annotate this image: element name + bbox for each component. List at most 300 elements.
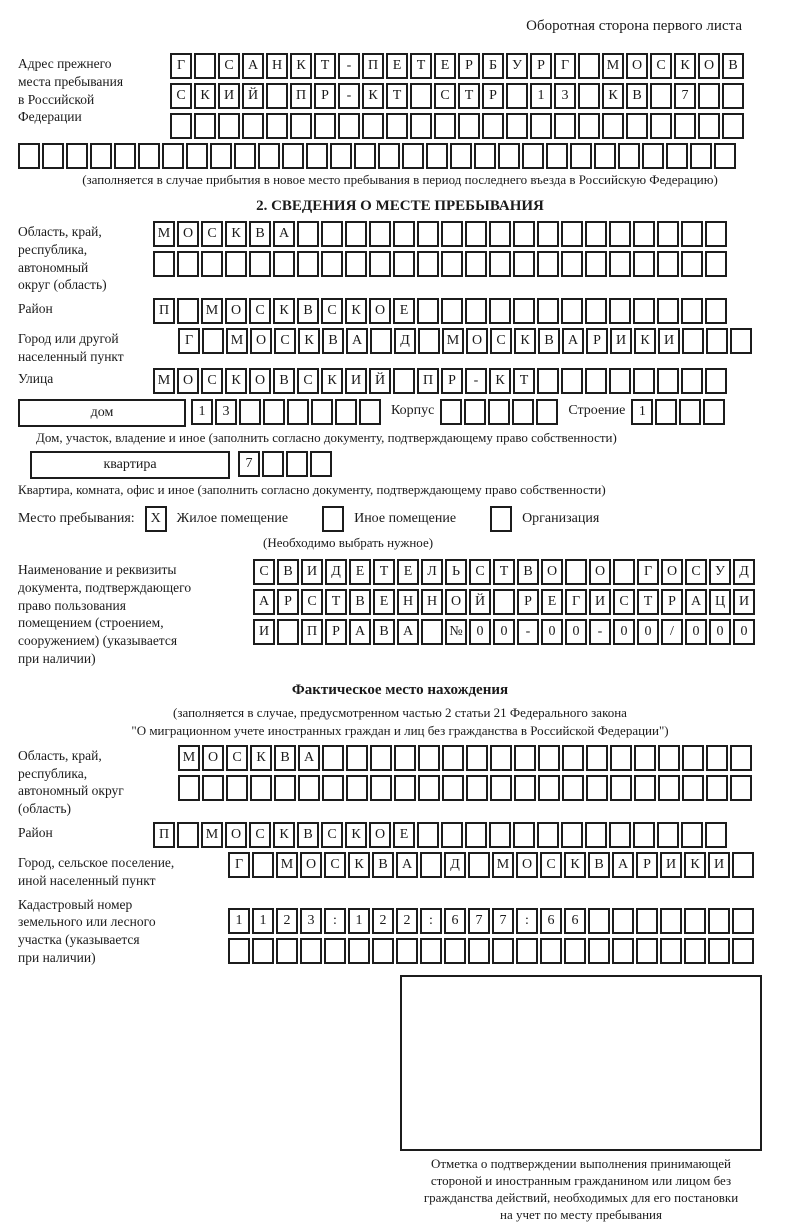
char-cell[interactable]: К — [602, 83, 624, 109]
char-cell[interactable]: Р — [636, 852, 658, 878]
char-cell[interactable] — [732, 938, 754, 964]
char-cell[interactable]: М — [442, 328, 464, 354]
char-cell[interactable]: Н — [266, 53, 288, 79]
char-cell[interactable] — [679, 399, 701, 425]
char-cell[interactable] — [633, 251, 655, 277]
char-cell[interactable] — [681, 298, 703, 324]
char-cell[interactable] — [538, 745, 560, 771]
char-cell[interactable] — [660, 938, 682, 964]
char-cell[interactable] — [410, 83, 432, 109]
char-cell[interactable]: Т — [410, 53, 432, 79]
char-cell[interactable] — [242, 113, 264, 139]
char-cell[interactable]: 0 — [709, 619, 731, 645]
char-cell[interactable]: 7 — [492, 908, 514, 934]
char-cell[interactable]: А — [346, 328, 368, 354]
char-cell[interactable] — [420, 852, 442, 878]
char-cell[interactable] — [378, 143, 400, 169]
char-cell[interactable]: А — [396, 852, 418, 878]
char-cell[interactable] — [562, 775, 584, 801]
char-cell[interactable]: 1 — [191, 399, 213, 425]
char-cell[interactable]: К — [634, 328, 656, 354]
char-cell[interactable]: О — [177, 368, 199, 394]
char-cell[interactable]: Д — [444, 852, 466, 878]
char-cell[interactable] — [513, 298, 535, 324]
char-cell[interactable] — [393, 368, 415, 394]
char-cell[interactable]: О — [369, 298, 391, 324]
checkbox-residential[interactable]: X — [145, 506, 167, 532]
char-cell[interactable]: М — [276, 852, 298, 878]
char-cell[interactable] — [194, 53, 216, 79]
char-cell[interactable]: : — [324, 908, 346, 934]
char-cell[interactable] — [585, 822, 607, 848]
char-cell[interactable]: В — [297, 298, 319, 324]
char-cell[interactable] — [546, 143, 568, 169]
char-cell[interactable] — [386, 113, 408, 139]
char-cell[interactable] — [613, 559, 635, 585]
char-cell[interactable]: 0 — [637, 619, 659, 645]
char-cell[interactable] — [660, 908, 682, 934]
char-cell[interactable] — [657, 221, 679, 247]
char-cell[interactable] — [578, 53, 600, 79]
char-cell[interactable] — [698, 113, 720, 139]
char-cell[interactable] — [465, 822, 487, 848]
char-cell[interactable]: Й — [242, 83, 264, 109]
char-cell[interactable]: К — [345, 822, 367, 848]
char-cell[interactable]: 3 — [554, 83, 576, 109]
char-cell[interactable] — [705, 368, 727, 394]
char-cell[interactable]: Г — [554, 53, 576, 79]
char-cell[interactable]: С — [321, 822, 343, 848]
char-cell[interactable] — [465, 251, 487, 277]
char-cell[interactable] — [417, 298, 439, 324]
char-cell[interactable]: С — [301, 589, 323, 615]
char-cell[interactable] — [730, 745, 752, 771]
char-cell[interactable]: К — [250, 745, 272, 771]
char-cell[interactable]: - — [465, 368, 487, 394]
char-cell[interactable]: Г — [170, 53, 192, 79]
char-cell[interactable] — [586, 745, 608, 771]
char-cell[interactable] — [300, 938, 322, 964]
char-cell[interactable] — [252, 938, 274, 964]
checkbox-other-premises[interactable] — [322, 506, 344, 532]
char-cell[interactable] — [513, 251, 535, 277]
char-cell[interactable]: 7 — [468, 908, 490, 934]
char-cell[interactable] — [489, 221, 511, 247]
char-cell[interactable]: В — [588, 852, 610, 878]
char-cell[interactable]: 3 — [215, 399, 237, 425]
char-cell[interactable] — [418, 775, 440, 801]
char-cell[interactable]: И — [253, 619, 275, 645]
char-cell[interactable] — [602, 113, 624, 139]
char-cell[interactable] — [18, 143, 40, 169]
char-cell[interactable]: А — [397, 619, 419, 645]
char-cell[interactable] — [612, 938, 634, 964]
char-cell[interactable]: С — [469, 559, 491, 585]
char-cell[interactable]: Т — [325, 589, 347, 615]
char-cell[interactable]: М — [602, 53, 624, 79]
char-cell[interactable] — [705, 251, 727, 277]
char-cell[interactable]: С — [201, 368, 223, 394]
char-cell[interactable] — [681, 221, 703, 247]
char-cell[interactable] — [314, 113, 336, 139]
char-cell[interactable]: У — [709, 559, 731, 585]
char-cell[interactable] — [218, 113, 240, 139]
char-cell[interactable] — [440, 399, 462, 425]
char-cell[interactable] — [561, 368, 583, 394]
char-cell[interactable] — [228, 938, 250, 964]
char-cell[interactable]: 2 — [372, 908, 394, 934]
char-cell[interactable] — [706, 775, 728, 801]
char-cell[interactable] — [458, 113, 480, 139]
char-cell[interactable] — [444, 938, 466, 964]
char-cell[interactable]: Р — [325, 619, 347, 645]
char-cell[interactable]: И — [660, 852, 682, 878]
char-cell[interactable] — [234, 143, 256, 169]
char-cell[interactable] — [441, 822, 463, 848]
char-cell[interactable] — [370, 775, 392, 801]
char-cell[interactable]: В — [538, 328, 560, 354]
char-cell[interactable] — [609, 822, 631, 848]
char-cell[interactable]: 7 — [674, 83, 696, 109]
char-cell[interactable] — [492, 938, 514, 964]
char-cell[interactable]: К — [273, 822, 295, 848]
char-cell[interactable]: Г — [178, 328, 200, 354]
char-cell[interactable]: 6 — [540, 908, 562, 934]
char-cell[interactable]: Т — [458, 83, 480, 109]
char-cell[interactable]: П — [417, 368, 439, 394]
char-cell[interactable] — [418, 745, 440, 771]
char-cell[interactable]: О — [177, 221, 199, 247]
char-cell[interactable] — [706, 328, 728, 354]
char-cell[interactable]: И — [610, 328, 632, 354]
char-cell[interactable] — [565, 559, 587, 585]
char-cell[interactable] — [263, 399, 285, 425]
char-cell[interactable] — [732, 852, 754, 878]
char-cell[interactable] — [657, 251, 679, 277]
char-cell[interactable] — [287, 399, 309, 425]
char-cell[interactable] — [273, 251, 295, 277]
char-cell[interactable] — [266, 113, 288, 139]
char-cell[interactable] — [513, 221, 535, 247]
char-cell[interactable] — [681, 822, 703, 848]
char-cell[interactable] — [321, 221, 343, 247]
char-cell[interactable]: С — [321, 298, 343, 324]
char-cell[interactable]: А — [298, 745, 320, 771]
char-cell[interactable]: 0 — [733, 619, 755, 645]
char-cell[interactable] — [348, 938, 370, 964]
char-cell[interactable] — [655, 399, 677, 425]
char-cell[interactable] — [516, 938, 538, 964]
char-cell[interactable]: Й — [369, 368, 391, 394]
checkbox-organization[interactable] — [490, 506, 512, 532]
char-cell[interactable]: С — [274, 328, 296, 354]
char-cell[interactable] — [642, 143, 664, 169]
char-cell[interactable]: Е — [434, 53, 456, 79]
char-cell[interactable]: Т — [314, 53, 336, 79]
char-cell[interactable] — [282, 143, 304, 169]
char-cell[interactable] — [466, 775, 488, 801]
char-cell[interactable]: А — [612, 852, 634, 878]
char-cell[interactable] — [488, 399, 510, 425]
char-cell[interactable] — [396, 938, 418, 964]
char-cell[interactable] — [330, 143, 352, 169]
char-cell[interactable]: Й — [469, 589, 491, 615]
char-cell[interactable] — [561, 221, 583, 247]
char-cell[interactable]: 1 — [252, 908, 274, 934]
char-cell[interactable] — [633, 221, 655, 247]
char-cell[interactable]: С — [613, 589, 635, 615]
char-cell[interactable] — [537, 368, 559, 394]
char-cell[interactable] — [290, 113, 312, 139]
char-cell[interactable]: С — [253, 559, 275, 585]
char-cell[interactable]: Р — [482, 83, 504, 109]
char-cell[interactable] — [322, 775, 344, 801]
char-cell[interactable]: Т — [386, 83, 408, 109]
char-cell[interactable]: К — [674, 53, 696, 79]
char-cell[interactable]: 1 — [631, 399, 653, 425]
char-cell[interactable]: И — [589, 589, 611, 615]
char-cell[interactable]: 1 — [228, 908, 250, 934]
char-cell[interactable] — [266, 83, 288, 109]
char-cell[interactable]: Т — [493, 559, 515, 585]
char-cell[interactable]: В — [372, 852, 394, 878]
char-cell[interactable] — [90, 143, 112, 169]
char-cell[interactable]: Д — [394, 328, 416, 354]
char-cell[interactable]: О — [516, 852, 538, 878]
char-cell[interactable]: - — [517, 619, 539, 645]
char-cell[interactable]: Е — [397, 559, 419, 585]
char-cell[interactable]: О — [225, 822, 247, 848]
char-cell[interactable] — [489, 251, 511, 277]
char-cell[interactable] — [540, 938, 562, 964]
char-cell[interactable] — [369, 251, 391, 277]
char-cell[interactable]: П — [153, 822, 175, 848]
char-cell[interactable] — [114, 143, 136, 169]
char-cell[interactable] — [657, 822, 679, 848]
char-cell[interactable] — [417, 822, 439, 848]
char-cell[interactable] — [554, 113, 576, 139]
char-cell[interactable]: Н — [397, 589, 419, 615]
char-cell[interactable] — [274, 775, 296, 801]
char-cell[interactable] — [682, 328, 704, 354]
char-cell[interactable]: Р — [517, 589, 539, 615]
char-cell[interactable]: В — [297, 822, 319, 848]
char-cell[interactable]: К — [684, 852, 706, 878]
char-cell[interactable]: У — [506, 53, 528, 79]
char-cell[interactable]: 0 — [613, 619, 635, 645]
char-cell[interactable] — [706, 745, 728, 771]
char-cell[interactable]: С — [540, 852, 562, 878]
char-cell[interactable] — [514, 745, 536, 771]
char-cell[interactable] — [441, 221, 463, 247]
char-cell[interactable] — [561, 251, 583, 277]
char-cell[interactable] — [177, 298, 199, 324]
char-cell[interactable] — [468, 938, 490, 964]
char-cell[interactable] — [506, 113, 528, 139]
char-cell[interactable]: М — [153, 221, 175, 247]
char-cell[interactable] — [345, 221, 367, 247]
char-cell[interactable]: Т — [637, 589, 659, 615]
char-cell[interactable]: Л — [421, 559, 443, 585]
char-cell[interactable]: - — [589, 619, 611, 645]
char-cell[interactable] — [370, 328, 392, 354]
char-cell[interactable] — [650, 83, 672, 109]
char-cell[interactable] — [730, 328, 752, 354]
char-cell[interactable]: Е — [386, 53, 408, 79]
char-cell[interactable] — [369, 221, 391, 247]
char-cell[interactable] — [210, 143, 232, 169]
char-cell[interactable]: К — [298, 328, 320, 354]
char-cell[interactable]: Р — [277, 589, 299, 615]
char-cell[interactable] — [362, 113, 384, 139]
char-cell[interactable]: Е — [373, 589, 395, 615]
char-cell[interactable] — [708, 908, 730, 934]
char-cell[interactable] — [585, 251, 607, 277]
char-cell[interactable]: Р — [586, 328, 608, 354]
char-cell[interactable] — [202, 775, 224, 801]
char-cell[interactable]: Р — [458, 53, 480, 79]
char-cell[interactable] — [426, 143, 448, 169]
char-cell[interactable] — [321, 251, 343, 277]
char-cell[interactable]: В — [274, 745, 296, 771]
char-cell[interactable]: 0 — [493, 619, 515, 645]
char-cell[interactable] — [393, 251, 415, 277]
char-cell[interactable]: 6 — [444, 908, 466, 934]
char-cell[interactable]: И — [658, 328, 680, 354]
char-cell[interactable] — [468, 852, 490, 878]
char-cell[interactable] — [346, 745, 368, 771]
char-cell[interactable]: П — [153, 298, 175, 324]
char-cell[interactable] — [705, 298, 727, 324]
char-cell[interactable] — [705, 221, 727, 247]
char-cell[interactable]: К — [273, 298, 295, 324]
char-cell[interactable]: С — [218, 53, 240, 79]
char-cell[interactable]: О — [626, 53, 648, 79]
char-cell[interactable] — [490, 745, 512, 771]
char-cell[interactable] — [186, 143, 208, 169]
char-cell[interactable] — [418, 328, 440, 354]
char-cell[interactable] — [650, 113, 672, 139]
char-cell[interactable]: О — [250, 328, 272, 354]
char-cell[interactable] — [634, 775, 656, 801]
char-cell[interactable] — [682, 745, 704, 771]
char-cell[interactable] — [177, 822, 199, 848]
char-cell[interactable] — [564, 938, 586, 964]
char-cell[interactable]: Ц — [709, 589, 731, 615]
char-cell[interactable] — [297, 221, 319, 247]
char-cell[interactable]: А — [685, 589, 707, 615]
char-cell[interactable] — [153, 251, 175, 277]
char-cell[interactable] — [493, 589, 515, 615]
char-cell[interactable] — [730, 775, 752, 801]
char-cell[interactable] — [335, 399, 357, 425]
char-cell[interactable] — [162, 143, 184, 169]
char-cell[interactable]: О — [589, 559, 611, 585]
char-cell[interactable]: К — [564, 852, 586, 878]
char-cell[interactable]: В — [373, 619, 395, 645]
char-cell[interactable] — [310, 451, 332, 477]
char-cell[interactable] — [562, 745, 584, 771]
char-cell[interactable]: С — [170, 83, 192, 109]
char-cell[interactable] — [417, 251, 439, 277]
char-cell[interactable]: 7 — [238, 451, 260, 477]
char-cell[interactable]: Б — [482, 53, 504, 79]
char-cell[interactable]: Т — [513, 368, 535, 394]
char-cell[interactable] — [538, 775, 560, 801]
char-cell[interactable]: / — [661, 619, 683, 645]
char-cell[interactable] — [42, 143, 64, 169]
char-cell[interactable] — [482, 113, 504, 139]
char-cell[interactable]: К — [194, 83, 216, 109]
char-cell[interactable]: О — [369, 822, 391, 848]
char-cell[interactable] — [178, 775, 200, 801]
char-cell[interactable] — [658, 745, 680, 771]
char-cell[interactable] — [610, 745, 632, 771]
char-cell[interactable] — [249, 251, 271, 277]
char-cell[interactable]: В — [517, 559, 539, 585]
char-cell[interactable]: К — [290, 53, 312, 79]
char-cell[interactable]: - — [338, 53, 360, 79]
char-cell[interactable] — [703, 399, 725, 425]
char-cell[interactable] — [239, 399, 261, 425]
char-cell[interactable]: Д — [325, 559, 347, 585]
char-cell[interactable]: 0 — [541, 619, 563, 645]
char-cell[interactable]: С — [685, 559, 707, 585]
char-cell[interactable] — [684, 908, 706, 934]
char-cell[interactable]: И — [708, 852, 730, 878]
char-cell[interactable] — [609, 298, 631, 324]
char-cell[interactable] — [372, 938, 394, 964]
char-cell[interactable] — [450, 143, 472, 169]
char-cell[interactable]: 1 — [530, 83, 552, 109]
char-cell[interactable]: К — [348, 852, 370, 878]
char-cell[interactable]: С — [201, 221, 223, 247]
char-cell[interactable]: Т — [373, 559, 395, 585]
char-cell[interactable] — [636, 938, 658, 964]
char-cell[interactable]: В — [249, 221, 271, 247]
char-cell[interactable] — [594, 143, 616, 169]
char-cell[interactable] — [393, 221, 415, 247]
char-cell[interactable] — [465, 221, 487, 247]
char-cell[interactable]: Е — [393, 822, 415, 848]
char-cell[interactable]: М — [201, 822, 223, 848]
char-cell[interactable] — [201, 251, 223, 277]
char-cell[interactable]: К — [345, 298, 367, 324]
char-cell[interactable]: 3 — [300, 908, 322, 934]
char-cell[interactable] — [324, 938, 346, 964]
char-cell[interactable]: 2 — [396, 908, 418, 934]
char-cell[interactable] — [612, 908, 634, 934]
char-cell[interactable] — [522, 143, 544, 169]
char-cell[interactable]: В — [277, 559, 299, 585]
char-cell[interactable] — [66, 143, 88, 169]
char-cell[interactable]: 0 — [469, 619, 491, 645]
char-cell[interactable]: К — [489, 368, 511, 394]
char-cell[interactable] — [252, 852, 274, 878]
char-cell[interactable] — [657, 368, 679, 394]
char-cell[interactable] — [585, 298, 607, 324]
char-cell[interactable] — [177, 251, 199, 277]
char-cell[interactable]: С — [324, 852, 346, 878]
char-cell[interactable]: Е — [349, 559, 371, 585]
char-cell[interactable]: Р — [530, 53, 552, 79]
char-cell[interactable]: В — [322, 328, 344, 354]
char-cell[interactable] — [636, 908, 658, 934]
char-cell[interactable] — [442, 775, 464, 801]
char-cell[interactable] — [705, 822, 727, 848]
char-cell[interactable] — [262, 451, 284, 477]
char-cell[interactable] — [634, 745, 656, 771]
